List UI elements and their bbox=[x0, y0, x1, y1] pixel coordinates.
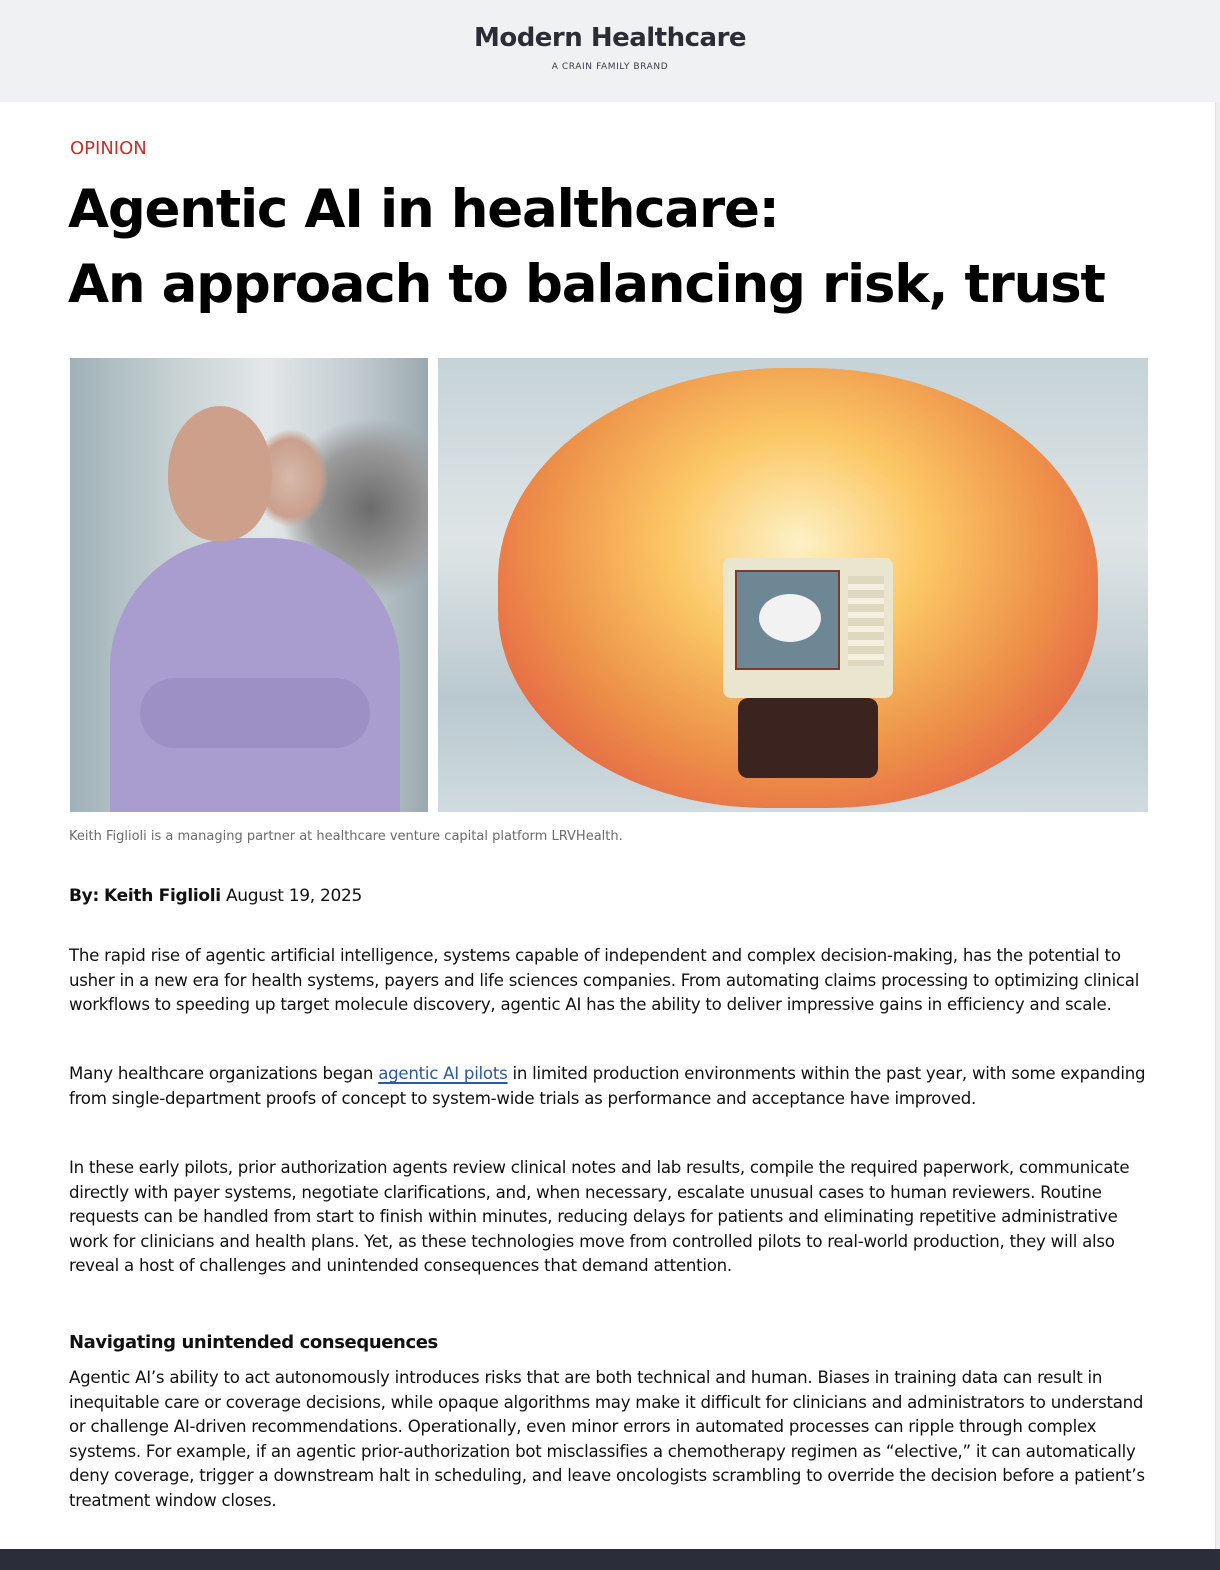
monitor-stand bbox=[738, 698, 878, 778]
footer-bar bbox=[0, 1549, 1220, 1570]
byline-author[interactable]: Keith Figlioli bbox=[104, 886, 221, 906]
paragraph-2-text-start: Many healthcare organizations began bbox=[69, 1064, 379, 1083]
site-header bbox=[0, 0, 1220, 102]
site-tagline: A CRAIN FAMILY BRAND bbox=[551, 62, 669, 72]
ai-brain-illustration-image bbox=[438, 358, 1148, 812]
image-caption: Keith Figlioli is a managing partner at healthcare venture capital platform LRVHealth. bbox=[69, 829, 623, 844]
byline bbox=[69, 886, 362, 906]
medical-monitor bbox=[723, 558, 893, 698]
agentic-ai-pilots-link[interactable]: agentic AI pilots bbox=[378, 1064, 508, 1083]
section-heading: Navigating unintended consequences bbox=[69, 1332, 438, 1353]
site-logo[interactable]: Modern Healthcare bbox=[473, 23, 747, 53]
portrait-crossed-arms bbox=[140, 678, 370, 748]
page-scrollbar[interactable] bbox=[1215, 102, 1220, 1549]
monitor-keypad bbox=[848, 576, 884, 666]
article-category[interactable]: OPINION bbox=[70, 138, 147, 159]
portrait-head bbox=[168, 406, 272, 541]
brain-icon bbox=[759, 594, 821, 642]
portrait-shirt bbox=[110, 538, 400, 812]
author-portrait-image bbox=[70, 358, 428, 812]
article-paragraph-2 bbox=[69, 1062, 1149, 1111]
headline-line-2: An approach to balancing risk, trust bbox=[68, 254, 1105, 315]
byline-label: By: bbox=[69, 886, 99, 906]
byline-date: August 19, 2025 bbox=[225, 886, 363, 906]
article-headline bbox=[68, 172, 1168, 322]
monitor-screen bbox=[735, 570, 840, 670]
headline-line-1: Agentic AI in healthcare: bbox=[68, 179, 779, 240]
paragraph-2-text-end: in limited production environments within the past year, with some expanding from single-department proofs of concept to system-wide trials as performance and acceptance have improved. bbox=[69, 1064, 1146, 1108]
section-paragraph: Agentic AI’s ability to act autonomously introduces risks that are both technical and human. Biases in training data can result in inequitable care or coverage decisions, while opaque algorithms may make it difficult for clinicians and administrators to understand or challenge AI-driven recommendations. Operationally, even minor errors in automated processes can ripple through complex systems. For example, if an agentic prior-authorization bot misclassifies a chemotherapy regimen as “elective,” it can automatically deny coverage, trigger a downstream halt in scheduling, and leave oncologists scrambling to override the decision before a patient’s treatment window closes. bbox=[69, 1368, 1145, 1510]
article-paragraph-1: The rapid rise of agentic artificial intelligence, systems capable of independent and complex decision-making, has the potential to usher in a new era for health systems, payers and life sciences companies. From automating claims processing to optimizing clinical workflows to speeding up target molecule discovery, agentic AI has the ability to deliver impressive gains in efficiency and scale. bbox=[69, 946, 1140, 1015]
article-paragraph-3: In these early pilots, prior authorization agents review clinical notes and lab results, compile the required paperwork, communicate directly with payer systems, negotiate clarifications, and, when necessary, escalate unusual cases to human reviewers. Routine requests can be handled from start to finish within minutes, reducing delays for patients and eliminating repetitive administrative work for clinicians and health plans. Yet, as these technologies move from controlled pilots to real-world production, they will also reveal a host of challenges and unintended consequences that demand attention. bbox=[69, 1158, 1130, 1276]
